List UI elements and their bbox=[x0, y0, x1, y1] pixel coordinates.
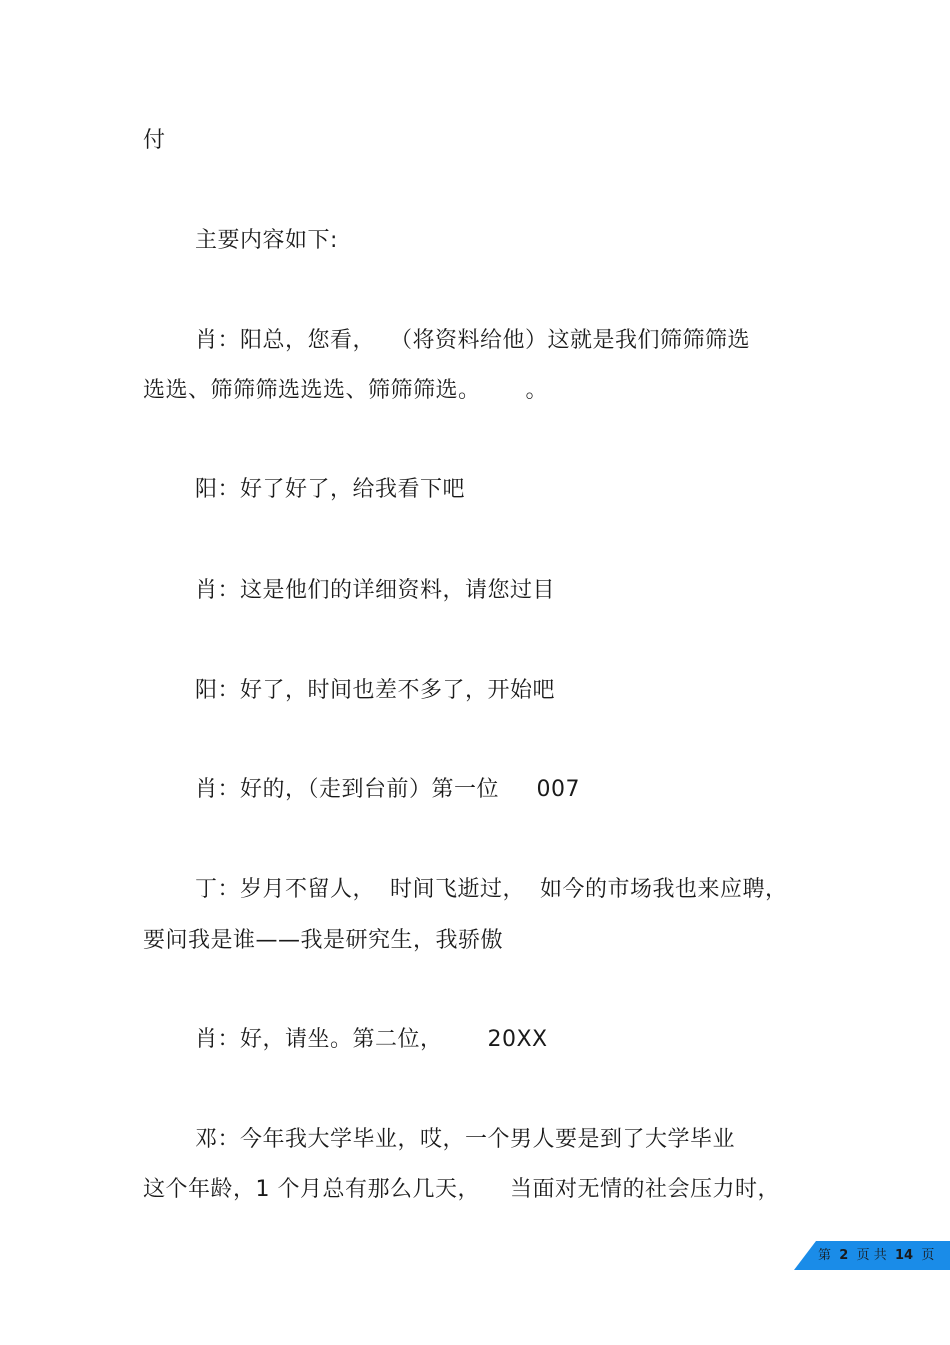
text-line: 这个年龄，1 个月总有那么几天， 当面对无情的社会压力时， bbox=[143, 1177, 780, 1202]
text-line: 肖：这是他们的详细资料，请您过目 bbox=[195, 578, 556, 603]
text-line: 肖：好，请坐。第二位， 20XX bbox=[195, 1027, 548, 1052]
page-suffix: 页 bbox=[921, 1248, 935, 1263]
text-line: 邓：今年我大学毕业，哎，一个男人要是到了大学毕业 bbox=[195, 1127, 736, 1152]
page-middle: 页 共 bbox=[856, 1248, 887, 1263]
text-line: 付 bbox=[143, 128, 166, 153]
total-pages: 14 bbox=[895, 1248, 914, 1263]
text-line: 丁：岁月不留人， 时间飞逝过， 如今的市场我也来应聘， bbox=[195, 877, 788, 902]
text-line: 肖：好的，（走到台前）第一位 007 bbox=[195, 777, 580, 802]
text-line: 要问我是谁——我是研究生，我骄傲 bbox=[143, 928, 504, 953]
text-line: 主要内容如下: bbox=[195, 228, 338, 253]
text-line: 阳：好了好了，给我看下吧 bbox=[195, 477, 466, 502]
page-number bbox=[818, 1241, 934, 1270]
text-line: 选选、筛筛筛选选选、筛筛筛选。 。 bbox=[143, 378, 548, 403]
current-page: 2 bbox=[839, 1248, 849, 1263]
text-line: 阳：好了，时间也差不多了，开始吧 bbox=[195, 678, 556, 703]
page-prefix: 第 bbox=[818, 1248, 832, 1263]
text-line: 肖：阳总，您看， （将资料给他）这就是我们筛筛筛选 bbox=[195, 328, 750, 353]
